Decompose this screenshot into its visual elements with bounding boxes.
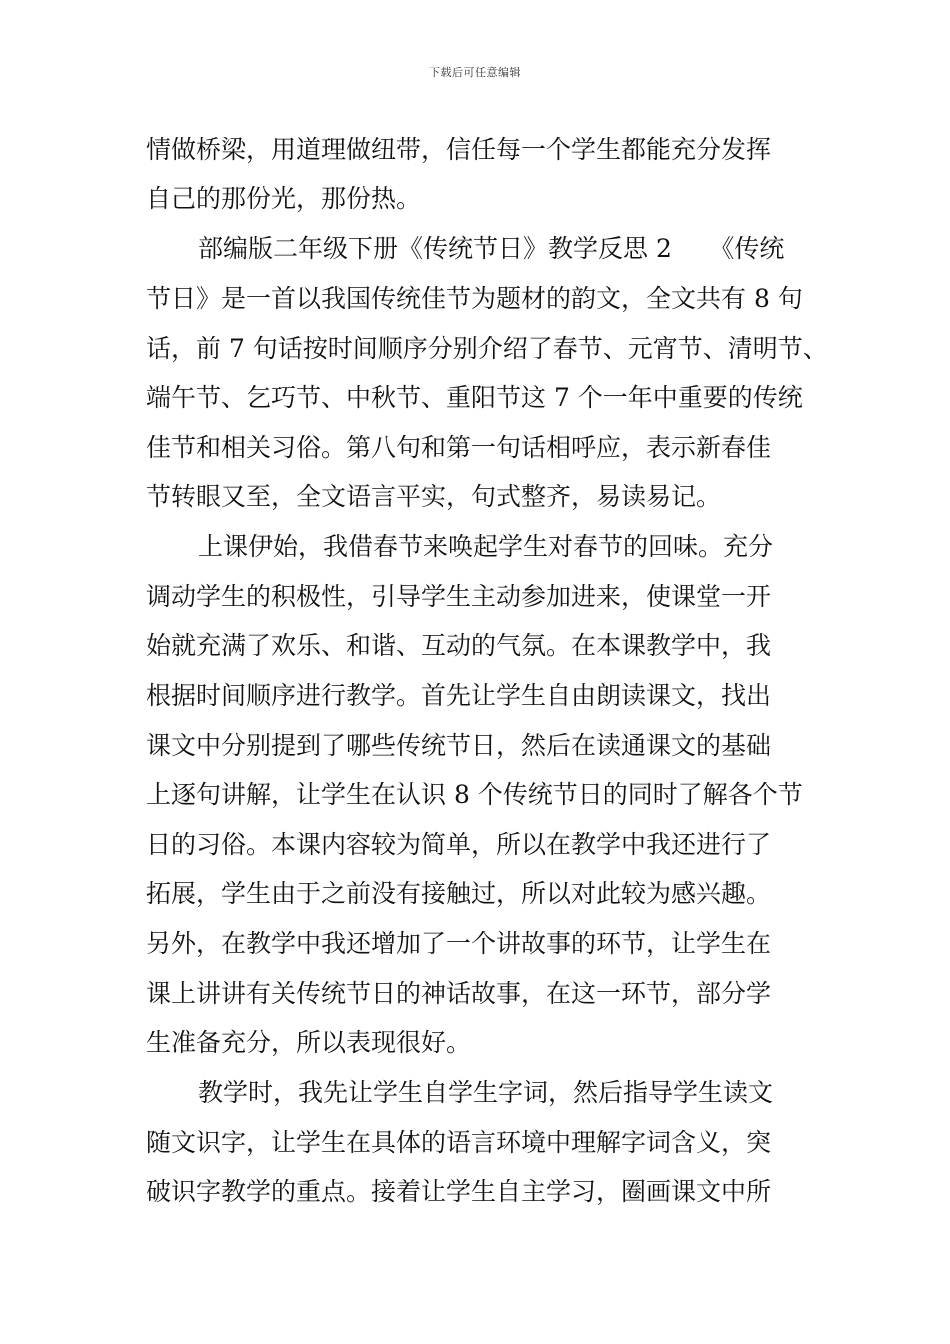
text-line: 话，前 7 句话按时间顺序分别介绍了春节、元宵节、清明节、 (146, 334, 828, 363)
text-line: 上逐句讲解，让学生在认识 8 个传统节日的同时了解各个节 (146, 780, 803, 809)
text-line: 佳节和相关习俗。第八句和第一句话相呼应，表示新春佳 (146, 433, 772, 462)
text-line: 拓展，学生由于之前没有接触过，所以对此较为感兴趣。 (146, 879, 772, 908)
text-line: 破识字教学的重点。接着让学生自主学习，圈画课文中所 (146, 1177, 772, 1206)
text-line: 生准备充分，所以表现很好。 (146, 1028, 472, 1057)
text-line: 随文识字，让学生在具体的语言环境中理解字词含义，突 (146, 1128, 772, 1157)
text-line: 调动学生的积极性，引导学生主动参加进来，使课堂一开 (146, 582, 772, 611)
text-line: 上课伊始，我借春节来唤起学生对春节的回味。充分 (198, 532, 774, 561)
text-line: 课上讲讲有关传统节日的神话故事，在这一环节，部分学 (146, 979, 772, 1008)
text-line: 情做桥梁，用道理做纽带，信任每一个学生都能充分发挥 (146, 135, 772, 164)
text-line: 部编版二年级下册《传统节日》教学反思 2 《传统 (198, 234, 785, 263)
text-line: 日的习俗。本课内容较为简单，所以在教学中我还进行了 (146, 830, 772, 859)
text-line: 节转眼又至，全文语言平实，句式整齐，易读易记。 (146, 482, 722, 511)
text-line: 端午节、乞巧节、中秋节、重阳节这 7 个一年中重要的传统 (146, 383, 803, 412)
text-line: 节日》是一首以我国传统佳节为题材的韵文，全文共有 8 句 (146, 284, 803, 313)
text-line: 根据时间顺序进行教学。首先让学生自由朗读课文，找出 (146, 681, 772, 710)
text-line: 始就充满了欢乐、和谐、互动的气氛。在本课教学中，我 (146, 631, 772, 660)
text-line: 另外，在教学中我还增加了一个讲故事的环节，让学生在 (146, 929, 772, 958)
text-line: 课文中分别提到了哪些传统节日，然后在读通课文的基础 (146, 731, 772, 760)
text-line: 教学时，我先让学生自学生字词，然后指导学生读文 (198, 1078, 774, 1107)
text-line: 自己的那份光，那份热。 (146, 184, 422, 213)
page-header: 下载后可任意编辑 (429, 66, 521, 79)
